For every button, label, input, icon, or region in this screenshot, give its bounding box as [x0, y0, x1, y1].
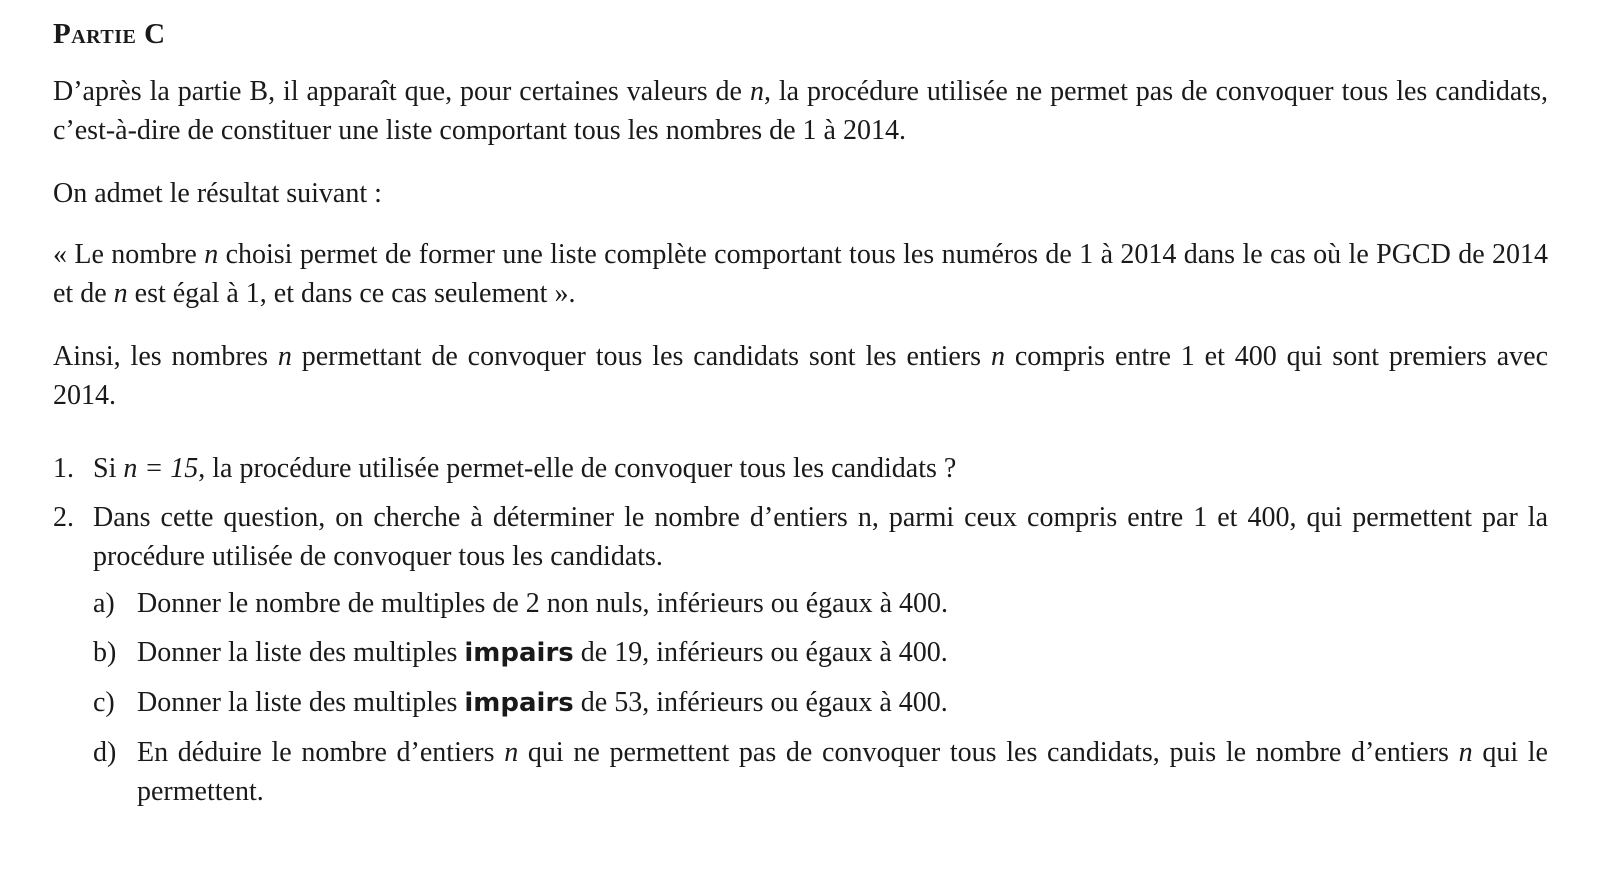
sub-question-letter: c) — [93, 687, 115, 718]
question-list — [53, 449, 1548, 811]
sub-question-c-text-b: de 53, inférieurs ou égaux à 400. — [573, 687, 948, 718]
question-number: 2. — [53, 502, 74, 533]
section-title: Partie C — [53, 18, 166, 50]
intro-p3-text-b: choisi permet de former une liste complète comportant tous les numéros de 1 à 2014 dans le cas où le PGCD de 2014 et de — [53, 239, 1548, 309]
question-2-text: Dans cette question, on cherche à déterminer le nombre d’entiers n, parmi ceux compris entre 1 et 400, qui permettent par la procédure utilisée de convoquer tous les candidats. — [93, 502, 1548, 572]
sub-question-b-text-a: Donner la liste des multiples — [137, 637, 465, 668]
emphasis-bold: impairs — [464, 688, 574, 718]
intro-p3-text-c: est égal à 1, et dans ce cas seulement ». — [127, 278, 576, 309]
question-number: 1. — [53, 453, 74, 484]
emphasis-bold: impairs — [464, 638, 574, 668]
intro-paragraph-2: On admet le résultat suivant : — [53, 178, 382, 209]
sub-question-letter: b) — [93, 637, 117, 668]
sub-question-b — [93, 633, 1548, 673]
intro-p4-text-c: compris entre 1 et 400 qui sont premiers avec 2014. — [53, 341, 1548, 411]
intro-paragraph-3 — [53, 235, 1548, 313]
sub-question-list — [93, 584, 1548, 811]
question-1 — [53, 449, 1548, 488]
sub-question-letter: d) — [93, 737, 117, 768]
intro-p1-text-b: , la procédure utilisée ne permet pas de convoquer tous les candidats, c’est-à-dire de constituer une liste comportant tous les nombres de 1 à 2014. — [53, 76, 1548, 146]
intro-p3-text-a: « Le nombre — [53, 239, 205, 270]
question-1-text-a: Si — [93, 453, 124, 484]
sub-question-d-text-a: En déduire le nombre d’entiers — [137, 737, 505, 768]
sub-question-letter: a) — [93, 588, 115, 619]
sub-question-c-text-a: Donner la liste des multiples — [137, 687, 465, 718]
intro-paragraph-4 — [53, 337, 1548, 415]
question-1-text-b: , la procédure utilisée permet-elle de convoquer tous les candidats ? — [198, 453, 957, 484]
variable-n: n — [1458, 737, 1473, 768]
math-expression: n = 15 — [123, 453, 199, 484]
variable-n: n — [204, 239, 219, 270]
sub-question-a-text: Donner le nombre de multiples de 2 non nuls, inférieurs ou égaux à 400. — [137, 588, 949, 619]
sub-question-b-text-b: de 19, inférieurs ou égaux à 400. — [573, 637, 948, 668]
intro-p4-text-b: permettant de convoquer tous les candidats sont les entiers — [291, 341, 991, 372]
variable-n: n — [990, 341, 1005, 372]
variable-n: n — [113, 278, 128, 309]
question-2 — [53, 498, 1548, 811]
sub-question-a — [93, 584, 1548, 623]
sub-question-d-text-b: qui ne permettent pas de convoquer tous les candidats, puis le nombre d’entiers — [518, 737, 1459, 768]
intro-p4-text-a: Ainsi, les nombres — [53, 341, 278, 372]
intro-paragraph-1 — [53, 72, 1548, 150]
sub-question-d-text-c: qui le permettent. — [137, 737, 1548, 807]
variable-n: n — [749, 76, 764, 107]
sub-question-c — [93, 683, 1548, 723]
variable-n: n — [504, 737, 519, 768]
sub-question-d — [93, 733, 1548, 811]
intro-p1-text-a: D’après la partie B, il apparaît que, pour certaines valeurs de — [53, 76, 750, 107]
variable-n: n — [277, 341, 292, 372]
